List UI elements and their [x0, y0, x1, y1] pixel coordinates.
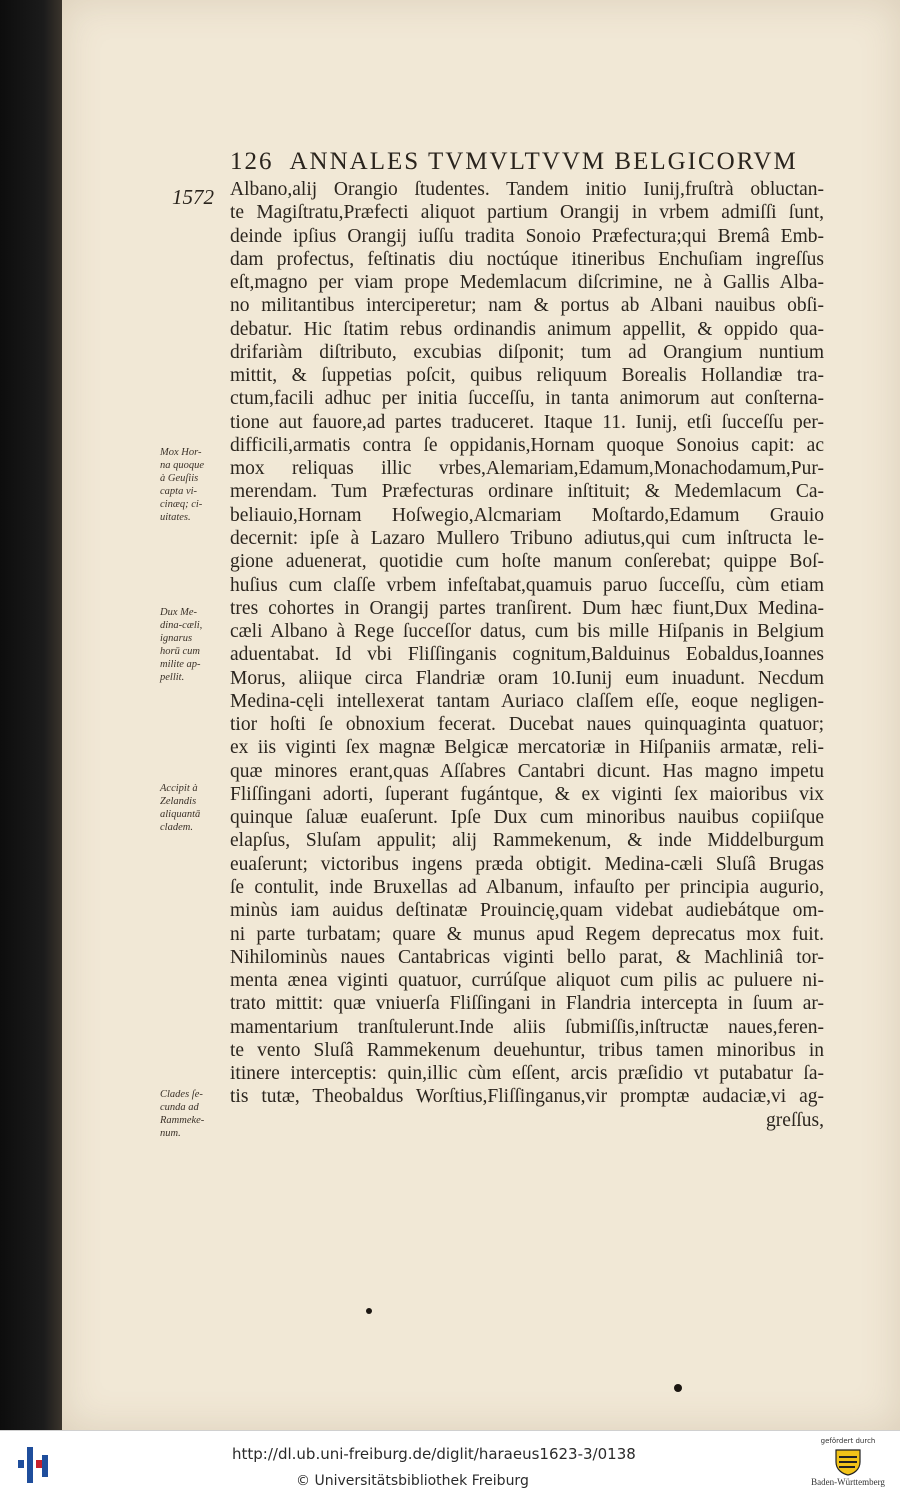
text-line: tis tutæ, Theobaldus Worſtius,Fliſſinganus,vir promptæ audaciæ,vi ag-: [230, 1086, 824, 1108]
margin-note-line: à Geuſiis: [160, 473, 199, 484]
text-line: itinere interceptis: quin,illic cùm eſſent, arcis præſidio vt putabatur ſa-: [230, 1063, 824, 1085]
margin-note-line: horū cum: [160, 646, 200, 657]
text-line: cæli Albano à Rege ſucceſſor datus, cum bis mille Hiſpanis in Belgium: [230, 621, 824, 643]
text-line: drifariàm diſtributo, excubias diſponit; tum ad Orangium nuntium: [230, 341, 824, 363]
margin-note-line: num.: [160, 1128, 181, 1139]
text-line: deinde ipſius Orangij iuſſu tradita Sonoio Præfectura;qui Bremâ Emb-: [230, 225, 824, 247]
copyright-notice: © Universitätsbibliothek Freiburg: [296, 1473, 529, 1489]
text-line: Albano,alij Orangio ſtudentes. Tandem initio Iunij,fruſtrà obluctan-: [230, 179, 824, 200]
text-line: euaſerunt; victoribus ingens præda obtigit. Medina-cæli Sluſâ Brugas: [230, 853, 824, 875]
sponsor-label: gefördert durch: [820, 1437, 876, 1445]
text-line: no militantibus interciperetur; nam & portus ab Albani nauibus obſi-: [230, 295, 824, 317]
viewer-footer: [0, 1430, 900, 1497]
ink-speck: [674, 1384, 682, 1392]
text-line: ctum,facili adhuc per initia ſucceſſu, in tanta animorum aut conſterna-: [230, 388, 824, 410]
text-line: tior hoſti ſe obnoxium fecerat. Ducebat naues quinquaginta quatuor;: [230, 714, 824, 736]
coat-of-arms-icon: [833, 1448, 863, 1476]
text-line: minùs iam auidus deſtinatæ Prouincię,quam videbat audiebátque om-: [230, 900, 824, 922]
margin-note-line: cunda ad: [160, 1102, 199, 1113]
text-line: tione aut fauore,ad partes traduceret. Itaque 11. Iunij, etſi ſucceſſu per-: [230, 411, 824, 433]
margin-note-line: aliquantā: [160, 809, 201, 820]
text-line: decernit: ipſe à Lazaro Mullero Tribuno adiutus,qui cum inſtructa le-: [230, 527, 824, 549]
margin-note-line: Rammeke-: [160, 1115, 205, 1126]
text-line: debatur. Hic ſtatim rebus ordinandis animum appellit, & oppido qua-: [230, 318, 824, 340]
margin-note-line: Clades ſe-: [160, 1089, 203, 1100]
sponsor-badge: [804, 1435, 892, 1495]
permalink-url[interactable]: http://dl.ub.uni-freiburg.de/diglit/haraeus1623-3/0138: [232, 1445, 636, 1463]
year-marginal: 1572: [172, 185, 214, 209]
page-number: 126: [230, 148, 274, 175]
margin-note-line: cladem.: [160, 822, 193, 833]
text-line: quinque ſaluæ euaſerunt. Ipſe Dux cum minoribus nauibus copiiſque: [230, 807, 824, 829]
text-line: quæ minores erant,quas Aſſabres Cantabri dicunt. Has magno impetu: [230, 760, 824, 782]
margin-note: [160, 1088, 226, 1140]
margin-note-line: pellit.: [160, 672, 185, 683]
margin-note-line: na quoque: [160, 460, 205, 471]
margin-note-line: capta vi-: [160, 486, 198, 497]
margin-note: [160, 606, 226, 684]
margin-note-line: cinæq; ci-: [160, 499, 203, 510]
ink-speck: [366, 1308, 372, 1314]
text-line: ex iis viginti ſex magnæ Belgicæ mercatoriæ in Hiſpaniis armatæ, reli-: [230, 737, 824, 759]
margin-note-line: uitates.: [160, 512, 191, 523]
text-line: Medina-cęli intellexerat tantam Auriaco claſſem eſſe, eoque negligen-: [230, 690, 824, 712]
margin-note-line: dina-cæli,: [160, 620, 203, 631]
main-text-block: [230, 178, 824, 1132]
margin-note-line: ignarus: [160, 633, 193, 644]
text-line: merendam. Tum Præfecturas ordinare inſtituit; & Medemlacum Ca-: [230, 481, 824, 503]
text-line: elapſus, Sluſam appulit; alij Rammekenum, & inde Middelburgum: [230, 830, 824, 852]
running-head: [230, 148, 810, 178]
text-line: dam profectus, feſtinatis diu noctúque itineribus Enchuſiam ingreſſus: [230, 248, 824, 270]
text-line: trato mittit: quæ vniuerſa Fliſſingani in Flandria intercepta in ſuum ar-: [230, 993, 824, 1015]
text-line: huſius cum claſſe vrbem infeſtabat,quamuis paruo ſucceſſu, cùm etiam: [230, 574, 824, 596]
catchword: greſſus,: [766, 1109, 824, 1131]
margin-note-line: Dux Me-: [160, 607, 198, 618]
text-line: mamentarium tranſtulerunt.Inde aliis ſubmiſſis,inſtructæ naues,feren-: [230, 1016, 824, 1038]
margin-note-line: Mox Hor-: [160, 447, 202, 458]
sponsor-name: Baden-Württemberg: [811, 1477, 885, 1487]
running-title: ANNALES TVMVLTVVM BELGICORVM: [289, 148, 798, 175]
text-line: tres cohortes in Orangij partes tranſirent. Dum hæc fiunt,Dux Medina-: [230, 597, 824, 619]
margin-note-line: Zelandis: [160, 796, 197, 807]
text-line: mittit, & ſuppetias poſcit, quibus reliquum Borealis Hollandiæ tra-: [230, 365, 824, 387]
text-line: gione aduenerat, quotidie cum hoſte manum conſerebat; quippe Boſ-: [230, 551, 824, 573]
margin-note: [160, 782, 226, 834]
text-line: Fliſſingani adorti, ſuperant fugántque, & ex viginti ſex maioribus vix: [230, 783, 824, 805]
library-logo-icon: [18, 1445, 48, 1483]
text-line: Morus, aliique circa Flandriæ oram 10.Iunij eum inuadunt. Necdum: [230, 667, 824, 689]
text-line: te vento Sluſâ Rammekenum deuehuntur, tribus tamen minoribus in: [230, 1039, 824, 1061]
text-line: difficili,armatis contra ſe oppidanis,Hornam quoque Sonoius capit: ac: [230, 434, 824, 456]
text-line: mox reliquas illic vrbes,Alemariam,Edamum,Monachodamum,Pur-: [230, 458, 824, 480]
margin-note: [160, 446, 226, 524]
text-line: ni parte turbatam; quare & munus apud Regem deprecatus mox fuit.: [230, 923, 824, 945]
margin-note-line: Accipit à: [160, 783, 198, 794]
margin-note-line: milite ap-: [160, 659, 201, 670]
text-line: te Magiſtratu,Præfecti aliquot partium Orangij in vrbem admiſſi ſunt,: [230, 202, 824, 224]
text-line: Nihilominùs naues Cantabricas viginti bello parat, & Machliniâ tor-: [230, 946, 824, 968]
text-line: beliauio,Hornam Hoſwegio,Alcmariam Moſtardo,Edamum Grauio: [230, 504, 824, 526]
text-line: aduentabat. Id vbi Fliſſinganis cognitum,Balduinus Eobaldus,Ioannes: [230, 644, 824, 666]
text-line: ſe contulit, inde Bruxellas ad Albanum, infauſto per principia augurio,: [230, 876, 824, 898]
text-line: eſt,magno per viam prope Medemlacum diſcrimine, ne à Gallis Alba-: [230, 272, 824, 294]
text-line: menta ænea viginti quatuor, currúſque aliquot cum pilis ac puluere ni-: [230, 970, 824, 992]
book-spine-edge: [0, 0, 62, 1430]
